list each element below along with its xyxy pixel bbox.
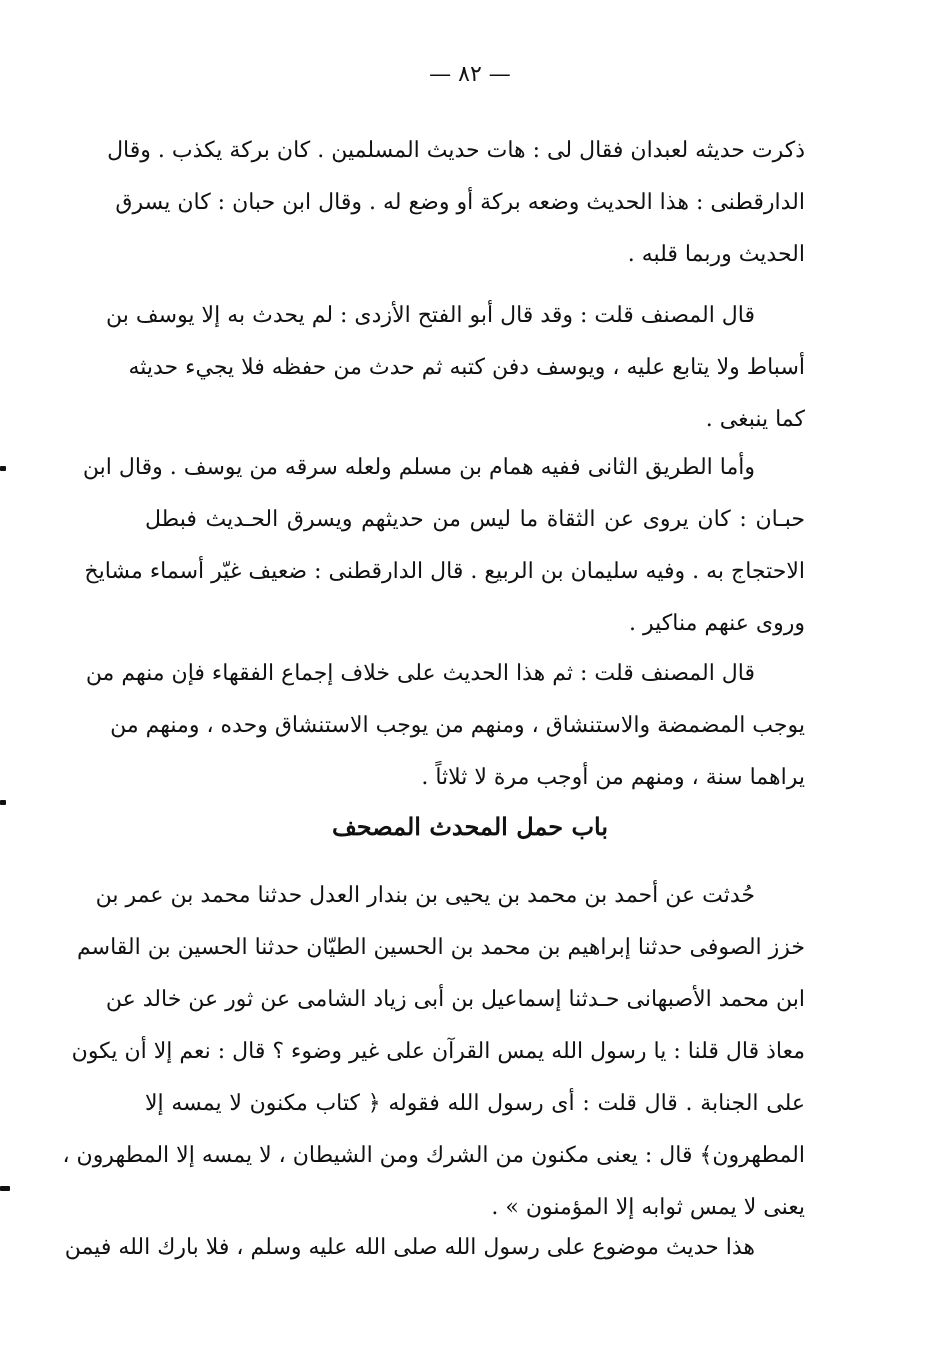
paragraph-line: وروى عنهم مناكير .	[629, 611, 805, 636]
paragraph-5	[62, 870, 805, 1234]
page-number: — ٨٢ —	[429, 62, 511, 87]
scan-edge-mark	[0, 1186, 10, 1191]
paragraph-line: هذا حديث موضوع على رسول الله صلى الله عليه وسلم ، فلا بارك الله فيمن	[64, 1235, 755, 1260]
paragraph-line: خزز الصوفى حدثنا إبراهيم بن محمد بن الحسين الطيّان حدثنا الحسين بن القاسم	[77, 935, 805, 960]
paragraph-line: ابن محمد الأصبهانى حـدثنا إسماعيل بن أبى زياد الشامى عن ثور عن خالد عن	[105, 987, 805, 1012]
paragraph-4	[85, 648, 805, 804]
paragraph-line: على الجنابة . قال قلت : أى رسول الله فقوله ﴿ كتاب مكنون لا يمسه إلا	[145, 1091, 805, 1116]
paragraph-line: حُدثت عن أحمد بن محمد بن يحيى بن بندار العدل حدثنا محمد بن عمر بن	[95, 883, 755, 908]
paragraph-line: حبـان : كان يروى عن الثقاة ما ليس من حديثهم ويسرق الحـديث فبطل	[145, 507, 805, 532]
paragraph-line: الحديث وربما قلبه .	[627, 242, 805, 267]
paragraph-line: يوجب المضمضة والاستنشاق ، ومنهم من يوجب الاستنشاق وحده ، ومنهم من	[110, 713, 805, 738]
paragraph-1	[107, 125, 805, 281]
scan-edge-mark	[0, 800, 6, 805]
paragraph-line: المطهرون﴾ قال : يعنى مكنون من الشرك ومن الشيطان ، لا يمسه إلا المطهرون ،	[62, 1143, 805, 1168]
section-heading: باب حمل المحدث المصحف	[331, 812, 609, 841]
scan-edge-mark	[0, 466, 6, 471]
paragraph-line: وأما الطريق الثانى ففيه همام بن مسلم ولعله سرقه من يوسف . وقال ابن	[82, 455, 755, 480]
paragraph-line: معاذ قال قلنا : يا رسول الله يمس القرآن على غير وضوء ؟ قال : نعم إلا أن يكون	[71, 1039, 805, 1064]
paragraph-line: يعنى لا يمس ثوابه إلا المؤمنون » .	[491, 1195, 805, 1220]
paragraph-2	[106, 290, 805, 446]
paragraph-6	[64, 1222, 805, 1274]
paragraph-line: أسباط ولا يتابع عليه ، ويوسف دفن كتبه ثم حدث من حفظه فلا يجيء حديثه	[128, 355, 805, 380]
paragraph-3	[82, 442, 805, 650]
paragraph-line: الاحتجاج به . وفيه سليمان بن الربيع . قال الدارقطنى : ضعيف غيّر أسماء مشايخ	[84, 559, 805, 584]
paragraph-line: الدارقطنى : هذا الحديث وضعه بركة أو وضع له . وقال ابن حبان : كان يسرق	[115, 190, 805, 215]
paragraph-line: كما ينبغى .	[705, 407, 805, 432]
paragraph-line: قال المصنف قلت : وقد قال أبو الفتح الأزدى : لم يحدث به إلا يوسف بن	[106, 303, 755, 328]
paragraph-line: قال المصنف قلت : ثم هذا الحديث على خلاف إجماع الفقهاء فإن منهم من	[85, 661, 755, 686]
paragraph-line: يراهما سنة ، ومنهم من أوجب مرة لا ثلاثاً .	[421, 765, 805, 790]
paragraph-line: ذكرت حديثه لعبدان فقال لى : هات حديث المسلمين . كان بركة يكذب . وقال	[107, 138, 805, 163]
